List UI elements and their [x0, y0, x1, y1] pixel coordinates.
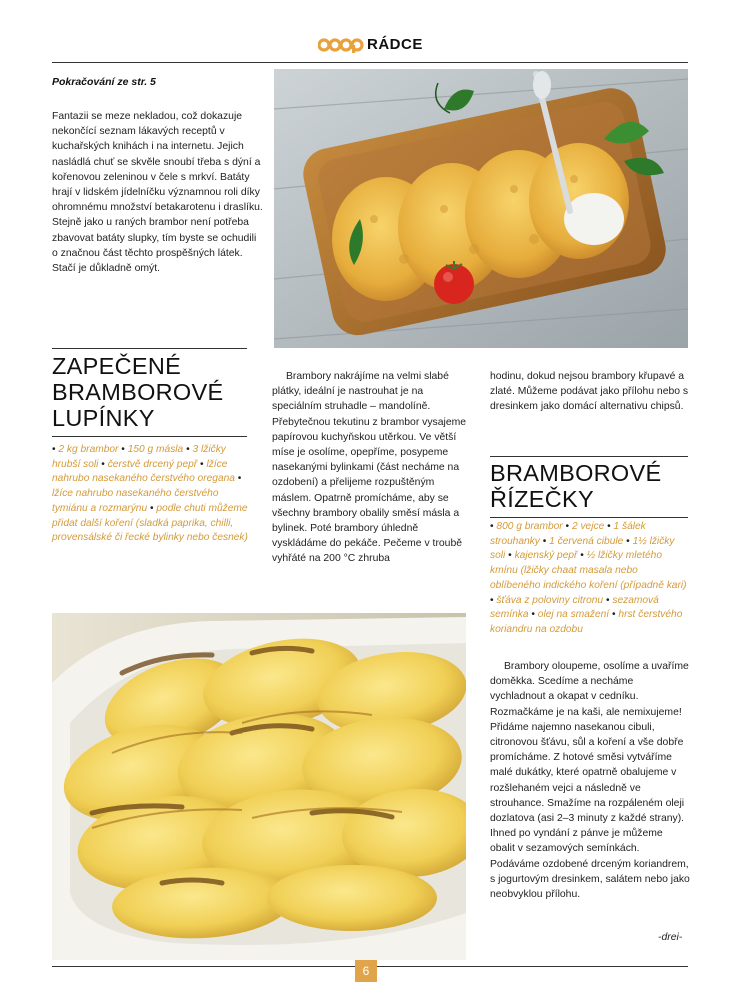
recipe1-ingredients: • 2 kg brambor • 150 g másla • 3 lžičky hrubší soli • čerstvě drcený pepř • lžíce nahrubo nasekaného čerstvého oregana • lžíce nahrubo nasekaného čerstvého tymiánu a rozmarýnu • podle chuti můžeme přidat další koření (sladká paprika, chilli, provensálské či řecké bylinky nebo česnek) — [52, 444, 248, 544]
ingredient: 3 lžičky hrubší soli — [52, 444, 226, 470]
author-signature: -drei- — [658, 932, 683, 943]
ingredient: podle chuti můžeme přidat další koření (sladká paprika, chilli, provensálské či řecké bylinky nebo česnek) — [52, 502, 248, 544]
recipe2-method: Brambory oloupeme, osolíme a uvaříme doměkka. Scedíme a necháme vychladnout a okapat v cedníku. Rozmačkáme je na kaši, ale nemixujeme! Přidáme najemno nasekanou cibuli, citronovou šťávu, sůl a koření a vše dobře promícháme. Z hotové směsi vytváříme malé dukátky, které opatrně obalujeme v rozšlehaném vejci a následně ve strouhance. Smažíme na rozpáleném oleji dozlatova (asi 2–3 minuty z každé strany). Ihned po vyndání z pánve je můžeme obalit v sezamových semínkách. Podáváme ozdobené drceným koriandrem, s jogurtovým dresinkem, salátem nebo jako neobvyklou přílohu. — [490, 661, 690, 901]
recipe2-ingredients: • 800 g brambor • 2 vejce • 1 šálek strouhanky • 1 červená cibule • 1½ lžičky soli • kajenský pepř • ½ lžičky mletého kmínu (lžičky chaat masala nebo oblíbeného indického koření (případně kari) • šťáva z poloviny citronu • sezamová semínka • olej na smažení • hrst čerstvého koriandru na ozdobu — [490, 521, 687, 635]
recipe2-title-line: BRAMBOROVÉ — [490, 460, 662, 486]
ingredient: 2 kg brambor — [58, 444, 119, 455]
recipe1-method-part2: hodinu, dokud nejsou brambory křupavé a zlaté. Můžeme podávat jako přílohu nebo s dresinkem jako domácí alternativu chipsů. — [490, 371, 689, 413]
ingredient: 800 g brambor — [496, 521, 563, 532]
continued-note: Pokračování ze str. 5 — [52, 76, 156, 88]
recipe1-method-part1: Brambory nakrájíme na velmi slabé plátky, ideální je nastrouhat je na speciálním struhadle – mandolíně. Přebytečnou tekutinu z brambor vysajeme papírovou kuchyňskou utěrkou. Ve větší míse je osolíme, opepříme, posypeme nasekanými bylinkami (část necháme na ozdobení) a přelijeme rozpuštěným máslem. Opatrně promícháme, aby se všechny brambory obalily směsí másla a bylinek. Poté brambory úhledně vyskládáme do pekáče. Pečeme v troubě vyhřáté na 200 °C zhruba — [272, 371, 467, 565]
recipe2-title-rule-top — [490, 456, 688, 457]
page-number: 6 — [355, 960, 377, 982]
ingredient: hrst čerstvého koriandru na ozdobu — [490, 609, 683, 635]
ingredient: 2 vejce — [571, 521, 605, 532]
ingredient: 150 g másla — [127, 444, 184, 455]
section-title: RÁDCE — [367, 36, 423, 53]
recipe2-title — [490, 460, 690, 512]
coop-logo — [318, 37, 364, 53]
ingredient: lžíce nahrubo nasekaného čerstvého oregana — [52, 458, 235, 485]
ingredient: sezamová semínka — [490, 594, 659, 621]
recipe1-title — [52, 353, 252, 431]
potato-pancakes-photo — [274, 69, 688, 348]
ingredient: lžíce nahrubo nasekaného čerstvého tymiánu a rozmarýnu — [52, 488, 219, 514]
baked-potato-chips-photo — [52, 613, 466, 960]
ingredient: 1 červená cibule — [549, 535, 624, 547]
ingredient: 1½ lžičky soli — [490, 535, 675, 562]
recipe1-title-line: ZAPEČENÉ — [52, 353, 182, 379]
ingredient: čerstvě drcený pepř — [107, 458, 198, 470]
recipe1-title-rule-top — [52, 348, 247, 349]
ingredient: ½ lžičky mletého kmínu — [490, 550, 662, 577]
recipe2-title-rule-bottom — [490, 517, 688, 518]
ingredient: šťáva z poloviny citronu — [496, 594, 604, 606]
recipe2-title-line: ŘÍZEČKY — [490, 486, 594, 512]
header-divider — [52, 62, 688, 63]
ingredient: 1 šálek strouhanky — [490, 521, 646, 547]
recipe1-title-line: LUPÍNKY — [52, 405, 155, 431]
recipe1-title-line: BRAMBOROVÉ — [52, 379, 224, 405]
ingredient: kajenský pepř — [514, 550, 578, 562]
ingredient: olej na smažení — [537, 609, 610, 621]
intro-paragraph: Fantazii se meze nekladou, což dokazuje nekončící seznam lákavých receptů v kuchařských knihách i na internetu. Jejich nasládlá chuť se skvěle snoubí třeba s dýní a kořenovou zeleninou v čele s mrkví. Batáty hrají v lidském jídelníčku významnou roli díky ohromnému množství betakarotenu i draslíku. Stejně jako u raných brambor není potřeba zbavovat batáty slupky, tím byste se ochudili o značnou část těchto prospěšných látek. Stačí je důkladně omýt. — [52, 111, 263, 275]
ingredient: (lžičky chaat masala nebo oblíbeného indického koření (případně kari) — [490, 565, 687, 591]
recipe1-title-rule-bottom — [52, 436, 247, 437]
